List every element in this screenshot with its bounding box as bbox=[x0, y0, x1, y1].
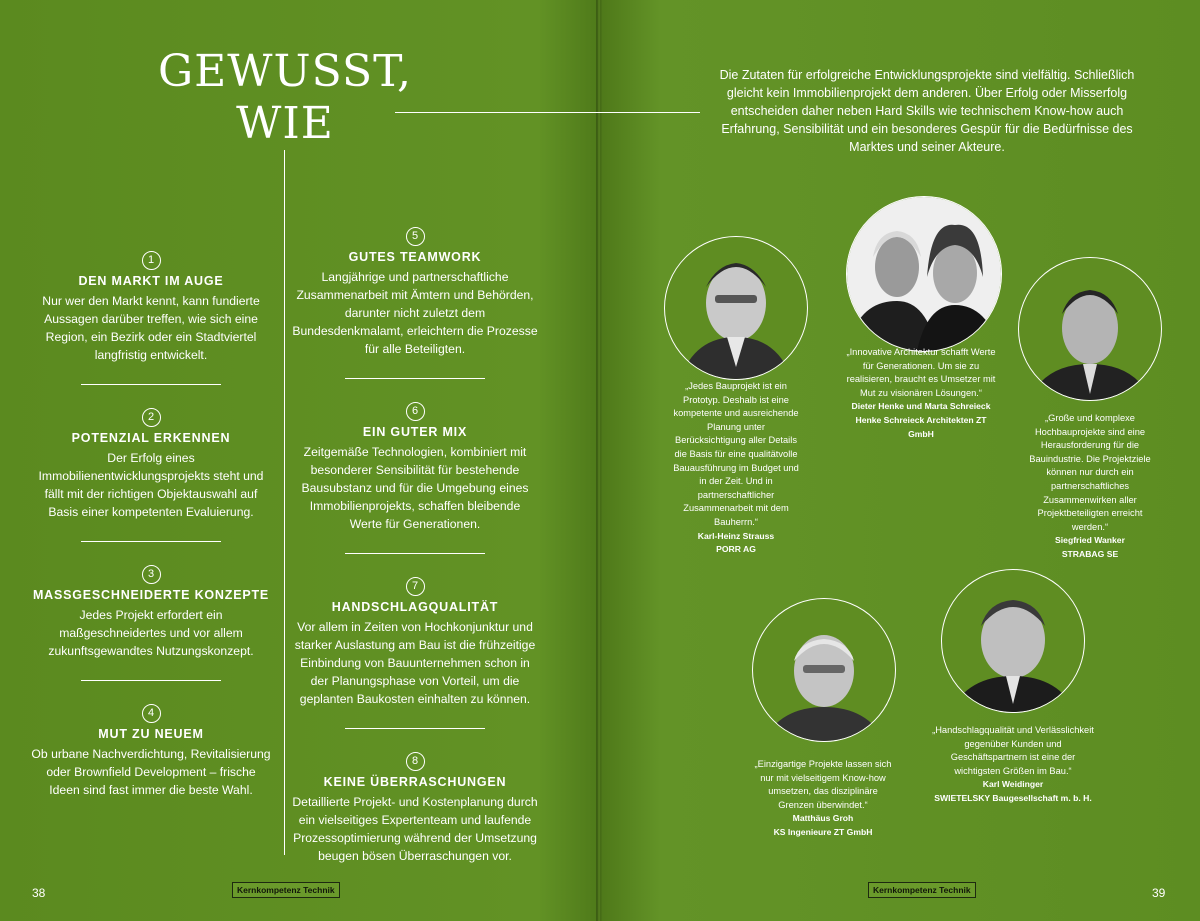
section-number: 1 bbox=[142, 251, 161, 270]
section-text: Zeitgemäße Technologien, kombiniert mit besonderer Sensibilität für bestehende Bausubstanz und für die Umgebung eines Immobilienprojekts, schaffen bleibende Werte für Generationen. bbox=[301, 445, 529, 531]
quote-text: „Innovative Architektur schafft Werte für Generationen. Um sie zu realisieren, braucht es Umsetzer mit Mut zu visionären Lösungen.“ bbox=[846, 347, 996, 398]
quote-groh bbox=[754, 758, 892, 840]
intro-text: Die Zutaten für erfolgreiche Entwicklungsprojekte sind vielfältig. Schließlich gleicht kein Immobilienprojekt dem anderen. Über Erfolg oder Misserfolg entscheiden daher neben Hard Skills wie technischem Know-how auch Erfahrung, Sensibilität und ein besonderes Gespür für die Bedürfnisse des Marktes und seiner Akteure. bbox=[719, 68, 1135, 154]
quote-strauss bbox=[672, 380, 800, 557]
quote-author: Karl Weidinger bbox=[982, 779, 1044, 790]
section-title: MASSGESCHNEIDERTE KONZEPTE bbox=[32, 588, 270, 602]
quote-author: Dieter Henke und Marta Schreieck bbox=[851, 401, 991, 412]
section-text: Vor allem in Zeiten von Hochkonjunktur und starker Auslastung am Bau ist die frühzeitige Einbindung von Bauunternehmen schon in der Planungsphase von Vorteil, um die geplanten Baukosten einhalten zu können. bbox=[294, 620, 536, 706]
quote-company: SWIETELSKY Baugesellschaft m. b. H. bbox=[934, 792, 1092, 803]
section-divider bbox=[345, 378, 485, 379]
section-5 bbox=[292, 226, 538, 358]
column-divider bbox=[284, 150, 285, 855]
quote-text: „Jedes Bauprojekt ist ein Prototyp. Deshalb ist eine kompetente und ausreichende Planung unter Berücksichtigung aller Details die Basis für eine qualitätvolle Bauausführung im Budget und in der Zeit. Und in partnerschaftlicher Zusammenarbeit mit dem Bauherrn.“ bbox=[673, 381, 799, 527]
section-title: DEN MARKT IM AUGE bbox=[78, 274, 224, 288]
section-number: 5 bbox=[406, 227, 425, 246]
quote-text: „Große und komplexe Hochbauprojekte sind eine Herausforderung für die Bauindustrie. Die Projektziele können nur durch ein partnerschaftliches Zusammenwirken aller Projektbeteiligten erreicht werden.“ bbox=[1029, 413, 1151, 532]
section-8 bbox=[292, 751, 538, 865]
quote-weidinger bbox=[928, 724, 1098, 806]
portrait-groh bbox=[752, 598, 896, 742]
section-text: Ob urbane Nachverdichtung, Revitalisierung oder Brownfield Development – frische Ideen sind fast immer die beste Wahl. bbox=[31, 747, 271, 797]
quote-company: PORR AG bbox=[716, 544, 756, 555]
section-4 bbox=[30, 703, 272, 799]
quote-company: STRABAG SE bbox=[1061, 548, 1119, 559]
section-text: Langjährige und partnerschaftliche Zusammenarbeit mit Ämtern und Behörden, darunter nicht zuletzt dem Bundesdenkmalamt, erleichtern die Prozesse für alle Beteiligten. bbox=[292, 270, 538, 356]
portrait-wanker bbox=[1018, 257, 1162, 401]
page-title bbox=[150, 46, 420, 150]
section-tag-left: Kernkompetenz Technik bbox=[232, 882, 340, 898]
section-text: Jedes Projekt erfordert ein maßgeschneidertes und vor allem zukunftsgewandtes Nutzungskonzept. bbox=[48, 608, 254, 658]
section-6 bbox=[292, 401, 538, 533]
quote-author: Siegfried Wanker bbox=[1055, 535, 1125, 546]
quote-author: Karl-Heinz Strauss bbox=[697, 530, 775, 541]
section-title: KEINE ÜBERRASCHUNGEN bbox=[323, 775, 507, 789]
section-title: HANDSCHLAGQUALITÄT bbox=[331, 600, 499, 614]
section-title: GUTES TEAMWORK bbox=[348, 250, 482, 264]
section-number: 7 bbox=[406, 577, 425, 596]
section-number: 4 bbox=[142, 704, 161, 723]
quote-text: „Einzigartige Projekte lassen sich nur mit vielseitigem Know-how umsetzen, das disziplinäre Grenzen überwindet.“ bbox=[754, 759, 892, 810]
title-line-1: GEWUSST, bbox=[158, 46, 412, 97]
section-2 bbox=[30, 407, 272, 521]
section-text: Nur wer den Markt kennt, kann fundierte Aussagen darüber treffen, wie sich eine Region, ein Bezirk oder ein Stadtviertel langfristig entwickelt. bbox=[42, 294, 260, 362]
book-spine bbox=[596, 0, 602, 921]
title-line-2: WIE bbox=[236, 98, 334, 149]
quote-company: Henke Schreieck Architekten ZT GmbH bbox=[855, 414, 987, 439]
section-divider bbox=[345, 728, 485, 729]
section-7 bbox=[292, 576, 538, 708]
quote-text: „Handschlagqualität und Verlässlichkeit gegenüber Kunden und Geschäftspartnern ist eine der wichtigsten Größen im Bau.“ bbox=[932, 725, 1094, 776]
section-text: Der Erfolg eines Immobilienentwicklungsprojekts steht und fällt mit der richtigen Objektauswahl auf Basis einer kompetenten Evaluierung. bbox=[38, 451, 264, 519]
quote-company: KS Ingenieure ZT GmbH bbox=[773, 826, 873, 837]
middle-column bbox=[292, 226, 538, 865]
section-3 bbox=[30, 564, 272, 660]
page-number-left: 38 bbox=[32, 886, 46, 900]
page-number-right: 39 bbox=[1152, 886, 1166, 900]
section-title: POTENZIAL ERKENNEN bbox=[71, 431, 231, 445]
portrait-weidinger bbox=[941, 569, 1085, 713]
portrait-henke-schreieck bbox=[846, 196, 1002, 352]
section-divider bbox=[81, 680, 221, 681]
section-divider bbox=[81, 384, 221, 385]
section-number: 3 bbox=[142, 565, 161, 584]
title-rule bbox=[395, 112, 700, 113]
left-column bbox=[30, 250, 272, 799]
section-number: 8 bbox=[406, 752, 425, 771]
section-title: MUT ZU NEUEM bbox=[98, 727, 204, 741]
section-divider bbox=[345, 553, 485, 554]
section-number: 6 bbox=[406, 402, 425, 421]
section-tag-right: Kernkompetenz Technik bbox=[868, 882, 976, 898]
quote-author: Matthäus Groh bbox=[792, 813, 854, 824]
section-text: Detaillierte Projekt- und Kostenplanung durch ein vielseitiges Expertenteam und laufende Prozessoptimierung während der Umsetzung beugen bösen Überraschungen vor. bbox=[292, 795, 538, 863]
portrait-strauss bbox=[664, 236, 808, 380]
quote-henke-schreieck bbox=[846, 346, 996, 441]
quote-wanker bbox=[1022, 412, 1158, 562]
section-divider bbox=[81, 541, 221, 542]
section-1 bbox=[30, 250, 272, 364]
section-title: EIN GUTER MIX bbox=[362, 425, 468, 439]
section-number: 2 bbox=[142, 408, 161, 427]
